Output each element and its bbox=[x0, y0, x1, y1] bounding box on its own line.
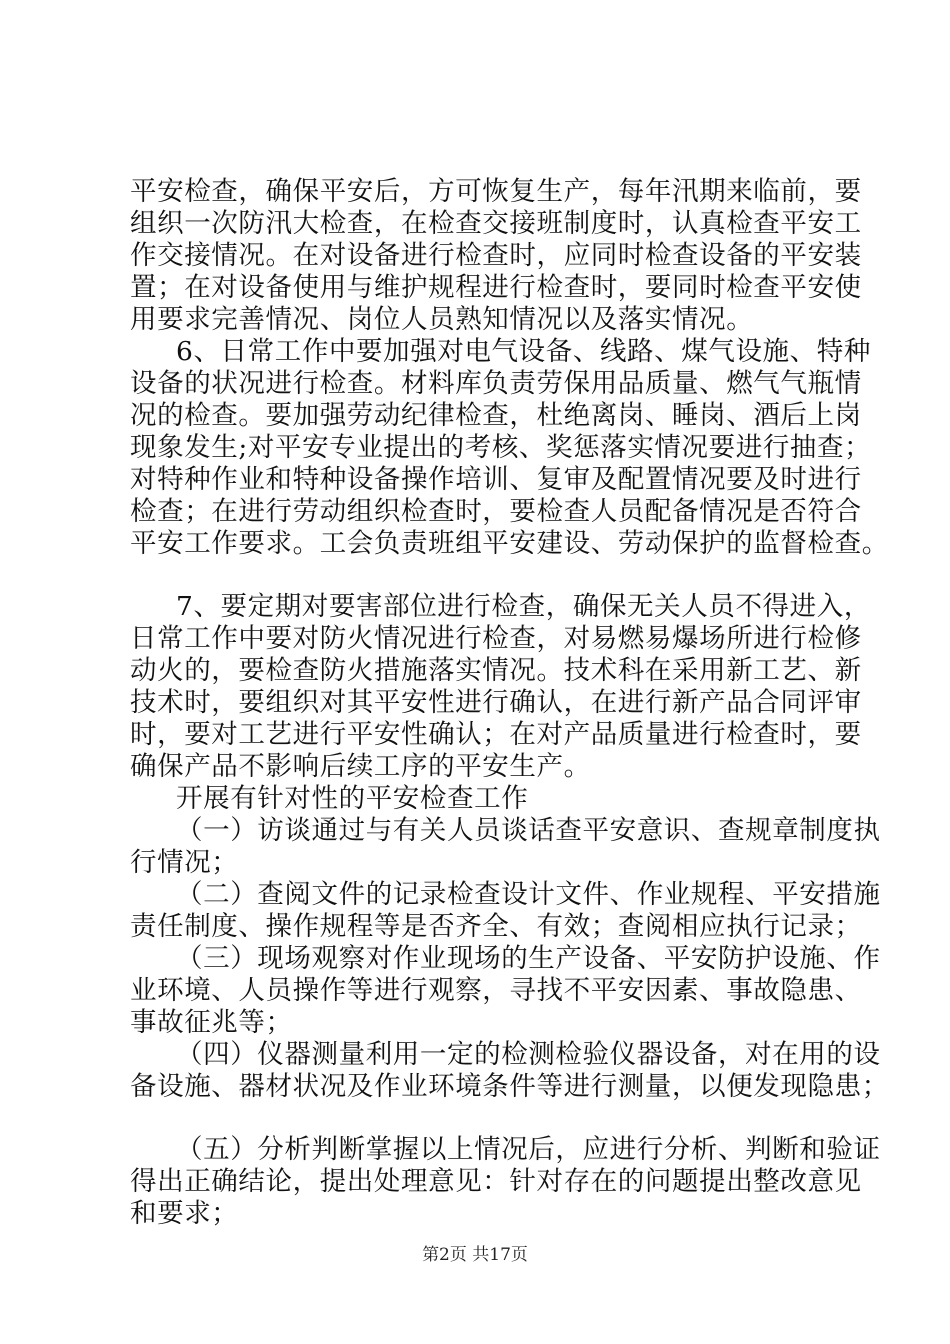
section-heading: 开展有针对性的平安检查工作 bbox=[176, 783, 529, 814]
text-line: 平安检查，确保平安后，方可恢复生产，每年汛期来临前，要 bbox=[130, 176, 862, 207]
text-line: 动火的，要检查防火措施落实情况。技术科在采用新工艺、新 bbox=[130, 655, 862, 686]
text-line: （四）仪器测量利用一定的检测检验仪器设备，对在用的设 bbox=[176, 1039, 881, 1070]
text-line: 现象发生;对平安专业提出的考核、奖惩落实情况要进行抽查； bbox=[130, 432, 872, 463]
text-line: 备设施、器材状况及作业环境条件等进行测量，以便发现隐患； bbox=[130, 1071, 889, 1102]
text-line: 置；在对设备使用与维护规程进行检查时，要同时检查平安使 bbox=[130, 272, 862, 303]
text-line: 事故征兆等； bbox=[130, 1007, 293, 1038]
text-line: 时，要对工艺进行平安性确认；在对产品质量进行检查时，要 bbox=[130, 719, 862, 750]
text-line: 检查；在进行劳动组织检查时，要检查人员配备情况是否符合 bbox=[130, 496, 862, 527]
text-line: （三）现场观察对作业现场的生产设备、平安防护设施、作 bbox=[176, 943, 881, 974]
text-line: 况的检查。要加强劳动纪律检查，杜绝离岗、睡岗、酒后上岗 bbox=[130, 400, 862, 431]
text-line: 作交接情况。在对设备进行检查时，应同时检查设备的平安装 bbox=[130, 240, 862, 271]
text-line: 组织一次防汛大检查，在检查交接班制度时，认真检查平安工 bbox=[130, 208, 862, 239]
text-line: 7、要定期对要害部位进行检查，确保无关人员不得进入， bbox=[176, 591, 871, 622]
text-line: 6、日常工作中要加强对电气设备、线路、煤气设施、特种 bbox=[176, 336, 871, 367]
text-line: 用要求完善情况、岗位人员熟知情况以及落实情况。 bbox=[130, 304, 754, 335]
page-number-footer: 第2页 共17页 bbox=[422, 1245, 528, 1265]
text-line: 确保产品不影响后续工序的平安生产。 bbox=[130, 751, 591, 782]
text-line: （一）访谈通过与有关人员谈话查平安意识、查规章制度执 bbox=[176, 815, 881, 846]
text-line: 平安工作要求。工会负责班组平安建设、劳动保护的监督检查。 bbox=[130, 528, 889, 559]
text-line: 行情况； bbox=[130, 847, 239, 878]
text-line: 和要求； bbox=[130, 1198, 239, 1229]
text-line: （五）分析判断掌握以上情况后，应进行分析、判断和验证 bbox=[176, 1134, 881, 1165]
text-line: 设备的状况进行检查。材料库负责劳保用品质量、燃气气瓶情 bbox=[130, 368, 862, 399]
text-line: 责任制度、操作规程等是否齐全、有效；查阅相应执行记录； bbox=[130, 911, 862, 942]
text-line: 对特种作业和特种设备操作培训、复审及配置情况要及时进行 bbox=[130, 464, 862, 495]
text-line: 得出正确结论，提出处理意见：针对存在的问题提出整改意见 bbox=[130, 1166, 862, 1197]
text-line: 日常工作中要对防火情况进行检查，对易燃易爆场所进行检修 bbox=[130, 623, 862, 654]
text-line: （二）查阅文件的记录检查设计文件、作业规程、平安措施 bbox=[176, 879, 881, 910]
text-line: 业环境、人员操作等进行观察，寻找不平安因素、事故隐患、 bbox=[130, 975, 862, 1006]
text-line: 技术时，要组织对其平安性进行确认，在进行新产品合同评审 bbox=[130, 687, 862, 718]
